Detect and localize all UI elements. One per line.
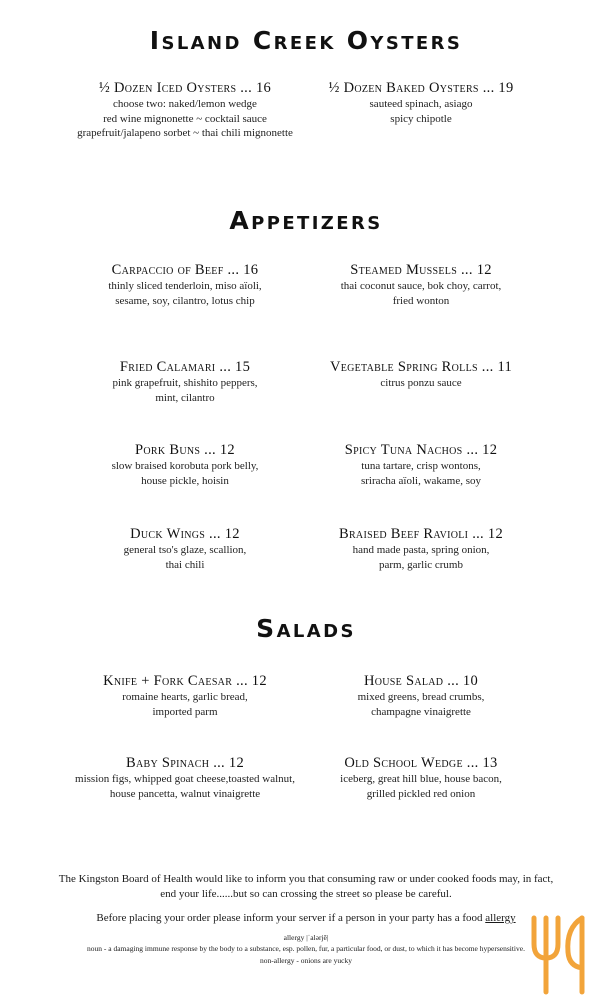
- health-notice: The Kingston Board of Health would like to inform you that consuming raw or under cooked foods may, in fact, end your life......but so can crossing the street so please be careful.: [58, 873, 554, 900]
- item-description: thinly sliced tenderloin, miso aïoli, sesame, soy, cilantro, lotus chip: [108, 280, 262, 307]
- item-name: Old School Wedge ... 13: [344, 755, 498, 771]
- menu-item-beef-ravioli: [271, 526, 571, 572]
- item-description: choose two: naked/lemon wedge red wine mignonette ~ cocktail sauce grapefruit/jalapeno sorbet ~ thai chili mignonette: [77, 98, 293, 139]
- allergy-notice: Before placing your order please inform your server if a person in your party has a food allergy: [96, 912, 516, 924]
- fork-and-knife-logo-icon: [526, 914, 592, 996]
- item-name: ½ Dozen Iced Oysters ... 16: [98, 80, 272, 96]
- item-name: Braised Beef Ravioli ... 12: [338, 526, 504, 542]
- menu-item-house-salad: [271, 673, 571, 719]
- item-description: thai coconut sauce, bok choy, carrot, fried wonton: [340, 280, 502, 307]
- item-name: Spicy Tuna Nachos ... 12: [344, 442, 498, 458]
- menu-item-mussels: [271, 262, 571, 308]
- menu-item-spring-rolls: [271, 359, 571, 391]
- allergy-pronunciation: allergy |ˈalərjē|: [283, 933, 329, 942]
- item-description: sauteed spinach, asiago spicy chipotle: [369, 98, 473, 125]
- item-name: ½ Dozen Baked Oysters ... 19: [328, 80, 514, 96]
- item-description: hand made pasta, spring onion, parm, garlic crumb: [352, 544, 490, 571]
- allergy-definition: noun - a damaging immune response by the body to a substance, esp. pollen, fur, a particular food, or dust, to which it has become hypersensitive.: [87, 944, 525, 953]
- item-description: general tso's glaze, scallion, thai chili: [123, 544, 247, 571]
- item-name: House Salad ... 10: [363, 673, 479, 689]
- item-description: citrus ponzu sauce: [380, 377, 462, 389]
- item-name: Baby Spinach ... 12: [125, 755, 245, 771]
- item-name: Fried Calamari ... 15: [119, 359, 251, 375]
- menu-item-wedge: [271, 755, 571, 801]
- item-description: romaine hearts, garlic bread, imported parm: [122, 691, 248, 718]
- salads-section-title: Salads: [256, 614, 356, 643]
- item-name: Knife + Fork Caesar ... 12: [103, 673, 267, 689]
- item-description: slow braised korobuta pork belly, house pickle, hoisin: [111, 460, 259, 487]
- appetizers-section-title: Appetizers: [229, 206, 383, 235]
- item-name: Carpaccio of Beef ... 16: [111, 262, 259, 278]
- item-name: Duck Wings ... 12: [130, 526, 240, 542]
- item-description: mission figs, whipped goat cheese,toasted walnut, house pancetta, walnut vinaigrette: [75, 773, 295, 800]
- allergy-word: allergy: [485, 912, 516, 924]
- non-allergy-note: non-allergy - onions are yucky: [260, 956, 352, 965]
- item-description: tuna tartare, crisp wontons, sriracha aïoli, wakame, soy: [360, 460, 482, 487]
- menu-item-tuna-nachos: [271, 442, 571, 488]
- item-name: Steamed Mussels ... 12: [350, 262, 492, 278]
- item-description: pink grapefruit, shishito peppers, mint, cilantro: [112, 377, 258, 404]
- menu-item-baked-oysters: [271, 80, 571, 126]
- item-name: Vegetable Spring Rolls ... 11: [329, 359, 513, 375]
- item-name: Pork Buns ... 12: [135, 442, 235, 458]
- item-description: iceberg, great hill blue, house bacon, grilled pickled red onion: [340, 773, 502, 800]
- item-description: mixed greens, bread crumbs, champagne vinaigrette: [357, 691, 485, 718]
- oysters-section-title: Island Creek Oysters: [149, 26, 463, 55]
